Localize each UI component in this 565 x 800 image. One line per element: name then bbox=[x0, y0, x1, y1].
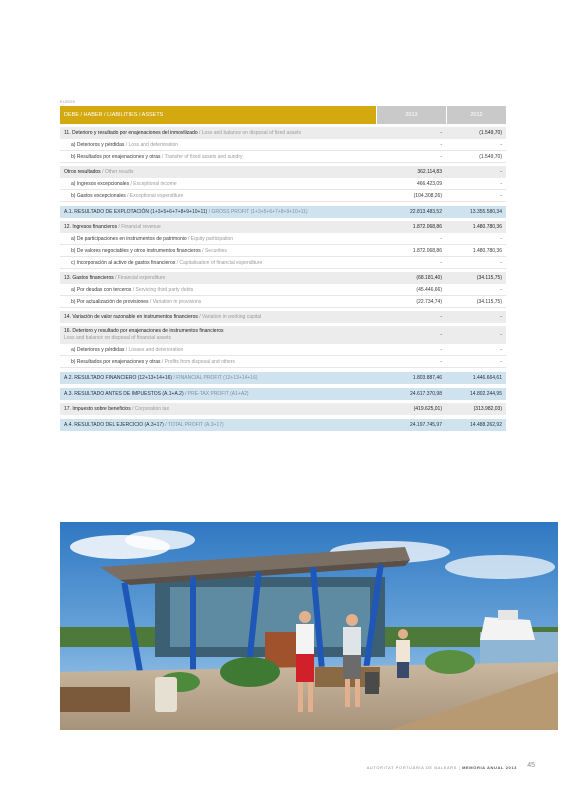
row-value-2013: - bbox=[440, 154, 442, 160]
table-row bbox=[60, 296, 506, 308]
row-label-es: 14. Variación de valor razonable en instrumentos financieros bbox=[64, 314, 198, 320]
row-value-2012: 13.355.580,34 bbox=[447, 206, 506, 218]
row-value-2013: (22.734,74) bbox=[416, 299, 442, 305]
header-label-es: DEBE / HABER bbox=[64, 112, 103, 118]
row-label-es: b) Por actualización de provisiones bbox=[71, 299, 149, 305]
row-value-2012: 14.488.262,92 bbox=[447, 419, 506, 431]
row-label-es: 11. Deterioro y resultado por enajenaciones del inmovilizado bbox=[64, 130, 198, 136]
row-label-es: b) Resultados por enajenaciones y otras bbox=[71, 359, 161, 365]
row-label-en: Variation in working capital bbox=[202, 314, 262, 320]
row-value-2013: (45.446,66) bbox=[416, 287, 442, 293]
row-value-2012: 14.802.244,95 bbox=[447, 388, 506, 400]
table-row bbox=[60, 190, 506, 202]
row-label: b) Resultados por enajenaciones y otras / Profits from disposal and others bbox=[71, 359, 235, 365]
row-value-2013: - bbox=[440, 236, 442, 242]
row-label: b) Resultados por enajenaciones y otras / Transfer of fixed assets and sundry bbox=[71, 154, 243, 160]
row-value-2012: 1.480.780,36 bbox=[447, 221, 506, 233]
port-terminal-illustration bbox=[60, 522, 558, 730]
row-label: a) Deterioros y pérdidas / Loss and deterioration bbox=[71, 142, 179, 148]
table-row bbox=[60, 178, 506, 190]
row-label-es: A.3. RESULTADO ANTES DE IMPUESTOS (A.1+A.2) bbox=[64, 391, 184, 397]
row-label-es: a) Deterioros y pérdidas bbox=[71, 347, 125, 353]
row-label: A.1. RESULTADO DE EXPLOTACIÓN (1+3+5+6+7+8+9+10+11) / GROSS PROFIT (1+3+5+6+7+8+9+10+11) bbox=[64, 209, 308, 215]
row-label-en: GROSS PROFIT (1+3+5+6+7+8+9+10+11) bbox=[211, 209, 308, 215]
table-row bbox=[60, 139, 506, 151]
row-value-2013: - bbox=[440, 347, 442, 353]
row-label-es: 16. Deterioro y resultado por enajenaciones de instrumentos financieros bbox=[64, 328, 224, 334]
row-label: c) Incorporación al activo de gastos financieros / Capitalisation of financial expenditure bbox=[71, 260, 263, 266]
table-row bbox=[60, 245, 506, 257]
row-label-es: 12. Ingresos financieros bbox=[64, 224, 118, 230]
row-label-es: 13. Gastos financieros bbox=[64, 275, 114, 281]
table-row bbox=[60, 356, 506, 368]
row-value-2012: (313.982,03) bbox=[447, 403, 506, 415]
page-footer bbox=[0, 762, 565, 772]
row-label-en: Loss and balance on disposal of financial assets bbox=[64, 335, 172, 341]
row-value-2013: 362.114,83 bbox=[377, 166, 446, 178]
row-value-2013: - bbox=[440, 359, 442, 365]
table-row bbox=[60, 372, 506, 384]
table-row bbox=[60, 151, 506, 163]
row-label: 13. Gastos financieros / Financial expenditure bbox=[64, 275, 166, 281]
row-label-en: Capitalisation of financial expenditure bbox=[179, 260, 263, 266]
row-label: Otros resultados / Other results bbox=[64, 169, 134, 175]
row-value-2013: (104.308,26) bbox=[413, 193, 442, 199]
row-value-2013: - bbox=[440, 142, 442, 148]
row-label: b) Gastos excepcionales / Exceptional expenditure bbox=[71, 193, 184, 199]
row-value-2012: (1.549,70) bbox=[479, 154, 502, 160]
row-value-2013: - bbox=[440, 260, 442, 266]
row-label-es: b) Gastos excepcionales bbox=[71, 193, 126, 199]
row-value-2013: - bbox=[377, 127, 446, 139]
table-row bbox=[60, 284, 506, 296]
table-row bbox=[60, 326, 506, 344]
row-value-2012: (1.549,70) bbox=[447, 127, 506, 139]
row-label-es: b) De valores negociables y otros instrumentos financieros bbox=[71, 248, 201, 254]
row-label-en: Equity participation bbox=[190, 236, 234, 242]
header-label-en: LIABILITIES / ASSETS bbox=[107, 112, 164, 118]
row-label-es: A.4. RESULTADO DEL EJERCICIO (A.3+17) bbox=[64, 422, 164, 428]
row-label-es: Otros resultados bbox=[64, 169, 101, 175]
footer-org: AUTORITAT PORTUÀRIA DE BALEARS bbox=[366, 765, 458, 770]
row-label-en: Loss and deterioration bbox=[128, 142, 179, 148]
row-value-2012: - bbox=[500, 193, 502, 199]
row-value-2012: - bbox=[500, 142, 502, 148]
row-value-2012: - bbox=[500, 347, 502, 353]
row-value-2012: - bbox=[500, 359, 502, 365]
row-value-2012: 1.480.780,36 bbox=[472, 248, 502, 254]
row-label-en: Exceptional expenditure bbox=[129, 193, 184, 199]
row-label: b) De valores negociables y otros instrumentos financieros / Securities bbox=[71, 248, 227, 254]
header-label: DEBE / HABER / LIABILITIES / ASSETS bbox=[60, 106, 376, 124]
table-row bbox=[60, 344, 506, 356]
row-label: A.3. RESULTADO ANTES DE IMPUESTOS (A.1+A.2) / PRE-TAX PROFIT (A1+A2) bbox=[64, 391, 249, 397]
row-label: 17. Impuesto sobre beneficios / Corporation tax bbox=[64, 406, 170, 412]
row-value-2013: 24.617.370,98 bbox=[377, 388, 446, 400]
row-label-es: c) Incorporación al activo de gastos financieros bbox=[71, 260, 176, 266]
row-label-es: a) De participaciones en instrumentos de patrimonio bbox=[71, 236, 187, 242]
row-label-es: a) Deterioros y pérdidas bbox=[71, 142, 125, 148]
row-label-es: a) Ingresos excepcionales bbox=[71, 181, 130, 187]
row-label-en: FINANCIAL PROFIT (12+13+14+16) bbox=[176, 375, 258, 381]
port-terminal-photo bbox=[60, 522, 558, 730]
row-label-en: PRE-TAX PROFIT (A1+A2) bbox=[187, 391, 249, 397]
row-label: a) Deterioros y pérdidas / Losses and deterioration bbox=[71, 347, 184, 353]
table-row bbox=[60, 403, 506, 415]
table-row bbox=[60, 166, 506, 178]
table-row bbox=[60, 206, 506, 218]
row-label-en: Corporation tax bbox=[134, 406, 170, 412]
row-label: a) Ingresos excepcionales / Exceptional income bbox=[71, 181, 177, 187]
row-label-es: A.2. RESULTADO FINANCIERO (12+13+14+16) bbox=[64, 375, 173, 381]
row-label-en: Loss and balance on disposal of fixed assets bbox=[201, 130, 302, 136]
table-body bbox=[60, 127, 506, 431]
row-label: A.2. RESULTADO FINANCIERO (12+13+14+16) / FINANCIAL PROFIT (12+13+14+16) bbox=[64, 375, 258, 381]
row-label: a) Por deudas con terceros / Servicing third party debts bbox=[71, 287, 194, 293]
row-label-es: A.1. RESULTADO DE EXPLOTACIÓN (1+3+5+6+7+8+9+10+11) bbox=[64, 209, 208, 215]
row-label-en: Variation in provisions bbox=[152, 299, 202, 305]
row-value-2013: - bbox=[377, 311, 446, 323]
row-label-en: Financial expenditure bbox=[117, 275, 166, 281]
row-value-2012: - bbox=[447, 326, 506, 344]
row-value-2013: 1.803.887,46 bbox=[377, 372, 446, 384]
row-value-2012: (34.115,75) bbox=[447, 272, 506, 284]
table-row bbox=[60, 272, 506, 284]
row-label: a) De participaciones en instrumentos de patrimonio / Equity participation bbox=[71, 236, 234, 242]
row-label-en: Securities bbox=[204, 248, 227, 254]
row-value-2012: - bbox=[500, 181, 502, 187]
row-value-2013: 22.813.483,52 bbox=[377, 206, 446, 218]
table-row bbox=[60, 127, 506, 139]
table-row bbox=[60, 419, 506, 431]
row-label-es: a) Por deudas con terceros bbox=[71, 287, 132, 293]
footer-text bbox=[367, 765, 517, 770]
row-label: 11. Deterioro y resultado por enajenaciones del inmovilizado / Loss and balance on disposal of fixed assets bbox=[64, 130, 302, 136]
row-value-2013: (68.181,40) bbox=[377, 272, 446, 284]
row-label-en: Profits from disposal and others bbox=[164, 359, 235, 365]
row-value-2012: - bbox=[447, 311, 506, 323]
row-label: A.4. RESULTADO DEL EJERCICIO (A.3+17) / TOTAL PROFIT (A.3+17) bbox=[64, 422, 224, 428]
currency-label: EUROS bbox=[60, 99, 76, 104]
row-label-es: b) Resultados por enajenaciones y otras bbox=[71, 154, 161, 160]
footer-separator: | bbox=[458, 765, 461, 770]
row-label-en: Financial revenue bbox=[121, 224, 161, 230]
row-value-2012: 1.446.664,61 bbox=[447, 372, 506, 384]
row-value-2012: - bbox=[500, 287, 502, 293]
row-value-2013: 466.423,09 bbox=[416, 181, 442, 187]
footer-report: MEMÒRIA ANUAL 2013 bbox=[462, 765, 517, 770]
row-value-2013: (419.625,01) bbox=[377, 403, 446, 415]
row-label-en: Servicing third party debts bbox=[135, 287, 194, 293]
row-label bbox=[60, 326, 376, 344]
row-value-2012: - bbox=[447, 166, 506, 178]
page-number: 45 bbox=[527, 762, 535, 769]
row-label-es: 17. Impuesto sobre beneficios bbox=[64, 406, 131, 412]
row-value-2012: (34.115,75) bbox=[476, 299, 502, 305]
row-label: 14. Variación de valor razonable en instrumentos financieros / Variation in working capital bbox=[64, 314, 262, 320]
row-label: 12. Ingresos financieros / Financial revenue bbox=[64, 224, 161, 230]
row-label-en: Losses and deterioration bbox=[128, 347, 184, 353]
row-label: b) Por actualización de provisiones / Variation in provisions bbox=[71, 299, 202, 305]
row-value-2012: - bbox=[500, 236, 502, 242]
table-row bbox=[60, 388, 506, 400]
row-value-2013: 1.872.068,86 bbox=[412, 248, 442, 254]
table-row bbox=[60, 221, 506, 233]
table-row bbox=[60, 233, 506, 245]
table-row bbox=[60, 257, 506, 269]
row-label-en: TOTAL PROFIT (A.3+17) bbox=[167, 422, 224, 428]
income-statement-table bbox=[60, 106, 506, 431]
header-year-2012: 2012 bbox=[447, 106, 506, 124]
row-label-en: Exceptional income bbox=[133, 181, 177, 187]
header-year-2013: 2013 bbox=[377, 106, 446, 124]
table-row bbox=[60, 311, 506, 323]
row-value-2013: 24.197.745,97 bbox=[377, 419, 446, 431]
row-value-2013: - bbox=[377, 326, 446, 344]
row-value-2013: 1.872.068,86 bbox=[377, 221, 446, 233]
row-label-en: Transfer of fixed assets and sundry bbox=[164, 154, 243, 160]
row-value-2012: - bbox=[500, 260, 502, 266]
row-label-en: Other results bbox=[104, 169, 134, 175]
table-header bbox=[60, 106, 506, 124]
